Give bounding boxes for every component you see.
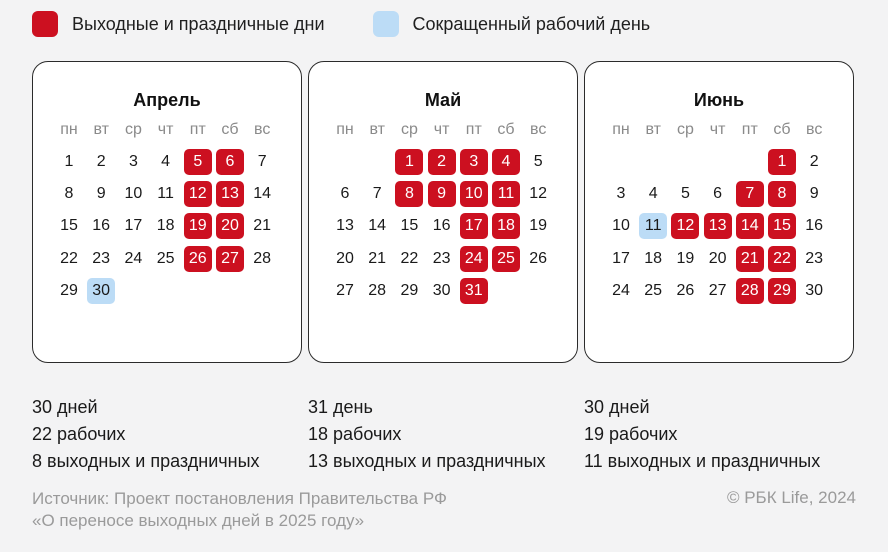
day-cell: 28 (253, 249, 272, 267)
weekday-header: вс (530, 121, 547, 138)
weekday-header: сб (221, 121, 239, 138)
weekday-header: чт (433, 121, 450, 138)
holiday-day-cell: 8 (768, 181, 796, 207)
day-cell: 14 (368, 217, 387, 235)
legend-label-holiday: Выходные и праздничные дни (72, 13, 325, 34)
day-cell: 8 (64, 185, 74, 203)
holiday-day-cell: 3 (460, 149, 488, 175)
day-cell: 4 (161, 153, 171, 170)
day-cell: 2 (809, 153, 819, 170)
holiday-day-cell: 10 (460, 181, 488, 207)
day-cell: 17 (612, 249, 630, 267)
weekday-header: вс (806, 121, 823, 138)
calendar-april (32, 61, 302, 363)
day-cell: 1 (64, 153, 74, 170)
weekday-header: пт (741, 121, 758, 138)
holiday-day-cell: 18 (492, 213, 520, 239)
day-cell: 27 (708, 281, 727, 299)
legend-label-short: Сокращенный рабочий день (412, 13, 651, 34)
day-cell: 25 (644, 281, 663, 299)
stats-days: 31 день (308, 397, 373, 417)
day-cell: 12 (529, 185, 548, 203)
weekday-header: сб (497, 121, 515, 138)
day-cell: 29 (400, 281, 419, 299)
weekday-header: ср (676, 121, 694, 138)
day-cell: 22 (400, 249, 419, 267)
holiday-day-cell: 21 (736, 246, 764, 272)
day-cell: 19 (676, 249, 695, 267)
month-title: Май (424, 90, 462, 110)
day-cell: 15 (60, 217, 78, 235)
day-cell: 18 (644, 249, 663, 267)
holiday-day-cell: 12 (184, 181, 212, 207)
short-day-swatch (373, 11, 399, 37)
day-cell: 3 (616, 185, 626, 203)
legend-item-holiday (32, 11, 325, 37)
source-line-1: Источник: Проект постановления Правительства РФ (32, 489, 447, 508)
stats-june (584, 394, 854, 475)
stats-april (32, 394, 302, 475)
day-cell: 14 (253, 185, 272, 203)
legend-item-short (373, 11, 651, 37)
weekday-header: сб (773, 121, 791, 138)
weekday-header: пт (465, 121, 482, 138)
day-cell: 9 (96, 185, 106, 203)
stats-working: 18 рабочих (308, 424, 402, 444)
holiday-day-cell: 4 (492, 149, 520, 175)
day-cell: 5 (533, 153, 543, 170)
holiday-day-cell: 1 (768, 149, 796, 175)
month-title: Июнь (693, 90, 745, 110)
day-cell: 26 (676, 281, 695, 299)
stats-working: 19 рабочих (584, 424, 678, 444)
day-cell: 24 (612, 281, 630, 299)
weekday-header: пт (189, 121, 206, 138)
stats-working: 22 рабочих (32, 424, 126, 444)
day-cell: 30 (432, 281, 451, 299)
day-cell: 7 (372, 185, 382, 203)
day-cell: 16 (805, 217, 824, 235)
day-cell: 18 (156, 217, 175, 235)
stats-may (308, 394, 578, 475)
day-cell: 26 (529, 249, 548, 267)
month-title: Апрель (133, 90, 201, 110)
holiday-day-cell: 14 (736, 213, 764, 239)
copyright: © РБК Life, 2024 (726, 488, 856, 507)
holiday-day-cell: 17 (460, 213, 488, 239)
calendar-may (308, 61, 578, 363)
day-cell: 21 (368, 249, 387, 267)
day-cell: 10 (612, 217, 630, 235)
weekday-header: пн (336, 121, 354, 138)
day-cell: 9 (809, 185, 819, 203)
holiday-day-cell: 24 (460, 246, 488, 272)
day-cell: 10 (124, 185, 143, 203)
day-cell: 3 (128, 153, 138, 170)
day-cell: 6 (713, 185, 723, 203)
holiday-day-cell: 19 (184, 213, 212, 239)
day-cell: 11 (157, 185, 174, 203)
weekday-header: ср (124, 121, 142, 138)
holiday-day-cell: 26 (184, 246, 212, 272)
day-cell: 2 (96, 153, 106, 170)
day-cell: 16 (92, 217, 111, 235)
stats-days: 30 дней (32, 397, 98, 417)
stats-days: 30 дней (584, 397, 650, 417)
day-cell: 23 (432, 249, 451, 267)
stats-off: 11 выходных и праздничных (584, 451, 821, 471)
holiday-day-cell: 1 (395, 149, 423, 175)
day-cell: 30 (805, 281, 824, 299)
day-cell: 7 (257, 153, 267, 170)
day-cell: 15 (400, 217, 419, 235)
holiday-day-cell: 29 (768, 278, 796, 304)
day-cell: 17 (124, 217, 143, 235)
holiday-day-cell: 28 (736, 278, 764, 304)
short-day-cell: 11 (639, 213, 667, 239)
holiday-day-cell: 22 (768, 246, 796, 272)
day-cell: 6 (340, 185, 350, 203)
holiday-day-cell: 9 (428, 181, 456, 207)
holiday-day-cell: 15 (768, 213, 796, 239)
weekday-header: вс (254, 121, 271, 138)
holiday-day-cell: 8 (395, 181, 423, 207)
day-cell: 13 (336, 217, 354, 235)
day-cell: 5 (680, 185, 690, 203)
stats-off: 8 выходных и праздничных (32, 451, 260, 471)
day-cell: 19 (529, 217, 548, 235)
day-cell: 20 (336, 249, 354, 267)
day-cell: 16 (432, 217, 451, 235)
weekday-header: чт (709, 121, 726, 138)
day-cell: 4 (648, 185, 658, 203)
weekday-header: вт (369, 121, 385, 138)
day-cell: 23 (92, 249, 111, 267)
weekday-header: ср (400, 121, 418, 138)
holiday-day-cell: 6 (216, 149, 244, 175)
source-line-2: «О переносе выходных дней в 2025 году» (32, 511, 365, 530)
weekday-header: чт (157, 121, 174, 138)
day-cell: 27 (336, 281, 354, 299)
holiday-day-cell: 13 (216, 181, 244, 207)
short-day-cell: 30 (87, 278, 115, 304)
holiday-day-cell: 2 (428, 149, 456, 175)
holiday-day-cell: 20 (216, 213, 244, 239)
day-cell: 23 (805, 249, 824, 267)
holiday-swatch (32, 11, 58, 37)
stats-off: 13 выходных и праздничных (308, 451, 546, 471)
holiday-day-cell: 5 (184, 149, 212, 175)
weekday-header: вт (645, 121, 661, 138)
weekday-header: вт (93, 121, 109, 138)
holiday-day-cell: 11 (492, 181, 520, 207)
holiday-day-cell: 12 (671, 213, 699, 239)
day-cell: 20 (708, 249, 727, 267)
holiday-day-cell: 25 (492, 246, 520, 272)
holiday-day-cell: 27 (216, 246, 244, 272)
calendar-june (584, 61, 854, 363)
legend (32, 11, 698, 37)
source-note (32, 488, 447, 532)
holiday-day-cell: 13 (704, 213, 732, 239)
day-cell: 22 (60, 249, 78, 267)
day-cell: 24 (124, 249, 143, 267)
weekday-header: пн (60, 121, 78, 138)
day-cell: 25 (156, 249, 175, 267)
holiday-day-cell: 31 (460, 278, 488, 304)
day-cell: 28 (368, 281, 387, 299)
day-cell: 21 (253, 217, 272, 235)
holiday-day-cell: 7 (736, 181, 764, 207)
day-cell: 29 (60, 281, 78, 299)
weekday-header: пн (612, 121, 630, 138)
